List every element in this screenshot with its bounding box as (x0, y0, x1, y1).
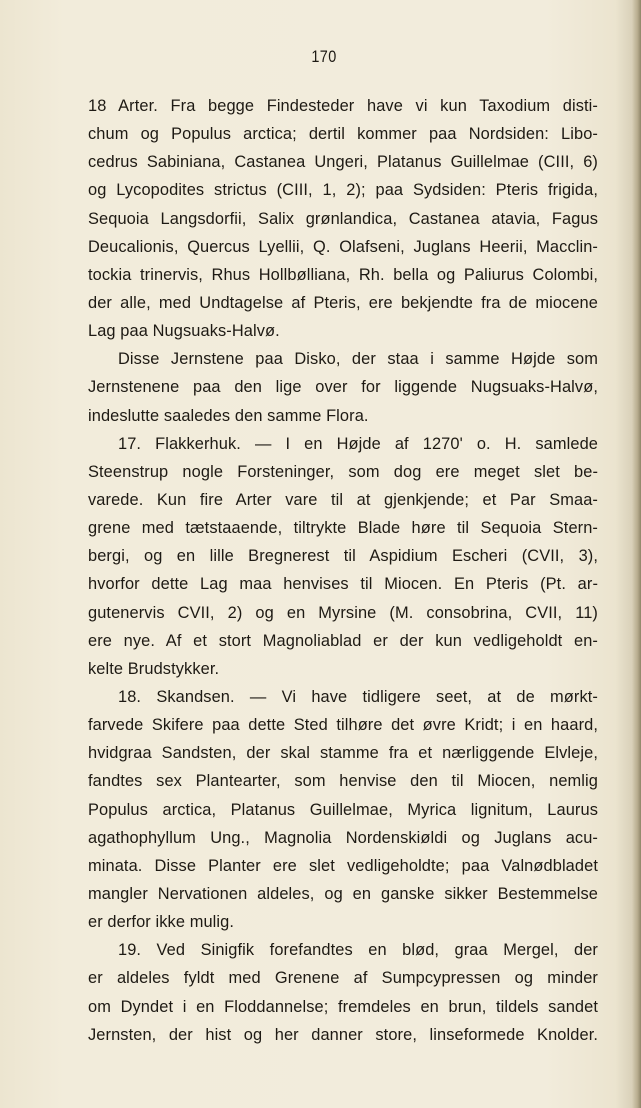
page-number: 170 (311, 47, 337, 66)
text-line: og Lycopodites strictus (CIII, 1, 2); paa Sydsiden: Pteris frigida, (88, 181, 598, 200)
text-line: om Dyndet i en Floddannelse; fremdeles en brun, tildels sandet (88, 997, 598, 1016)
text-line: Disse Jernstene paa Disko, der staa i samme Højde som (118, 350, 598, 369)
text-line: 19. Ved Sinigfik forefandtes en blød, graa Mergel, der (118, 941, 598, 960)
text-line: bergi, og en lille Bregnerest til Aspidium Escheri (CVII, 3), (88, 547, 598, 566)
text-line: Jernsten, der hist og her danner store, linseformede Knolder. (88, 1025, 598, 1044)
text-line: farvede Skifere paa dette Sted tilhøre det øvre Kridt; i en haard, (88, 716, 598, 735)
text-line: agathophyllum Ung., Magnolia Nordenskiøldi og Juglans acu- (88, 828, 598, 847)
text-line: 18. Skandsen. — Vi have tidligere seet, at de mørkt- (118, 687, 598, 706)
text-line: varede. Kun fire Arter vare til at gjenkjende; et Par Smaa- (88, 490, 598, 509)
text-line: mangler Nervationen aldeles, og en ganske sikker Bestemmelse (88, 884, 598, 903)
text-line: grene med tætstaaende, tiltrykte Blade høre til Sequoia Stern- (88, 519, 598, 538)
text-line: hvorfor dette Lag maa henvises til Miocen. En Pteris (Pt. ar- (88, 575, 598, 594)
text-line: 18 Arter. Fra begge Findesteder have vi kun Taxodium disti- (88, 97, 598, 115)
page-edge-shadow (632, 0, 641, 1108)
text-line: der alle, med Undtagelse af Pteris, ere bekjendte fra de miocene (88, 293, 598, 312)
text-line: Deucalionis, Quercus Lyellii, Q. Olafseni, Juglans Heerii, Macclin- (88, 237, 598, 256)
text-line: Lag paa Nugsuaks-Halvø. (88, 322, 280, 341)
text-line: Jernstenene paa den lige over for liggende Nugsuaks-Halvø, (88, 378, 598, 397)
text-line: er derfor ikke mulig. (88, 913, 235, 932)
text-line: hvidgraa Sandsten, der skal stamme fra et nærliggende Elvleje, (88, 744, 598, 763)
page-body-text (88, 92, 598, 1049)
text-line: tockia trinervis, Rhus Hollbølliana, Rh. bella og Paliurus Colombi, (88, 265, 598, 284)
text-line: ere nye. Af et stort Magnoliablad er der kun vedligeholdt en- (88, 631, 598, 650)
text-line: cedrus Sabiniana, Castanea Ungeri, Platanus Guillelmae (CIII, 6) (88, 153, 598, 172)
text-line: indeslutte saaledes den samme Flora. (88, 406, 369, 425)
text-line: Sequoia Langsdorfii, Salix grønlandica, Castanea atavia, Fagus (88, 209, 598, 228)
text-line: chum og Populus arctica; dertil kommer paa Nordsiden: Libo- (88, 125, 598, 144)
text-line: Steenstrup nogle Forsteninger, som dog ere meget slet be- (88, 462, 598, 481)
text-line: minata. Disse Planter ere slet vedligeholdte; paa Valnødbladet (88, 856, 598, 875)
text-line: gutenervis CVII, 2) og en Myrsine (M. consobrina, CVII, 11) (88, 603, 598, 622)
text-line: Populus arctica, Platanus Guillelmae, Myrica lignitum, Laurus (88, 800, 598, 819)
text-line: fandtes sex Plantearter, som henvise den til Miocen, nemlig (88, 772, 598, 791)
text-line: 17. Flakkerhuk. — I en Højde af 1270' o. H. samlede (118, 434, 598, 453)
text-line: er aldeles fyldt med Grenene af Sumpcypressen og minder (88, 969, 598, 988)
text-line: kelte Brudstykker. (88, 659, 220, 678)
